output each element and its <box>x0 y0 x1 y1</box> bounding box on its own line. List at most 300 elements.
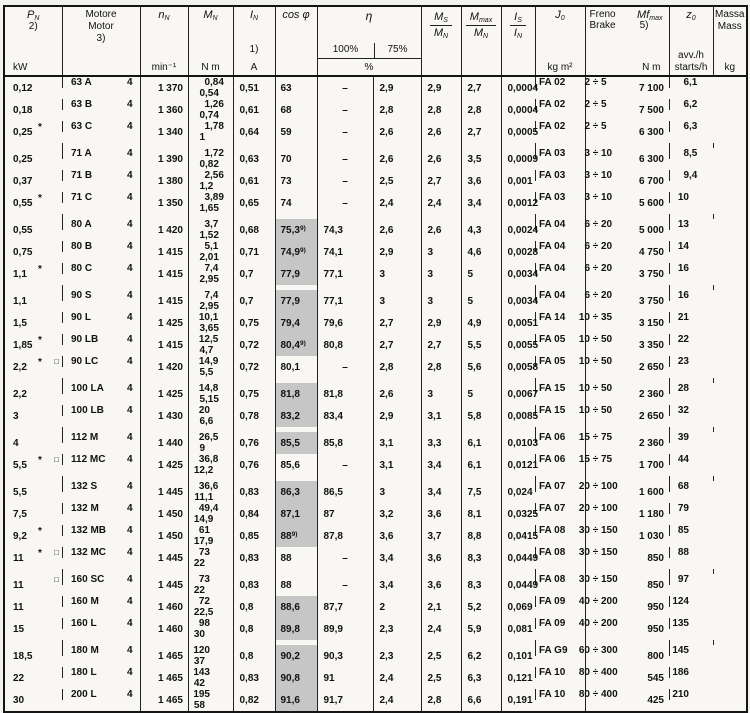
cell-starts: 3 350 <box>585 334 669 356</box>
cell-power <box>4 148 62 170</box>
cell-inertia: 0,069 <box>501 596 535 618</box>
cell-current <box>188 465 233 476</box>
cell-torque <box>188 405 233 416</box>
cell-ms-ratio: 2,9 <box>373 76 421 99</box>
cell-motor <box>62 454 140 465</box>
cell-torque <box>188 219 233 230</box>
cell-torque-int: 195 <box>193 689 210 700</box>
cell-mmax-ratio: 3,4 <box>421 454 461 476</box>
cell-inertia: 0,0415 <box>501 525 535 547</box>
cell-current <box>188 88 233 99</box>
cell-torque-int: 49 <box>198 503 210 514</box>
cell-eta-100: 81,8 <box>275 383 317 405</box>
cell-cosphi: 0,61 <box>233 170 275 192</box>
cell-current-frac: ,1 <box>205 492 214 503</box>
cell-current <box>188 159 233 170</box>
cell-speed: 1 450 <box>140 503 188 525</box>
brake-torque-min: 60 <box>578 645 590 656</box>
cell-mmax-ratio: 2,6 <box>421 148 461 170</box>
gap-cell <box>713 214 747 219</box>
cell-current <box>188 252 233 263</box>
inertia-unit: kg m² <box>547 62 573 73</box>
cell-current-frac: ,74 <box>205 110 219 121</box>
cell-cosphi: 0,76 <box>233 432 275 454</box>
power-value: 11 <box>13 601 24 613</box>
cell-mass-int: 14 <box>677 241 689 252</box>
cell-ms-ratio: 3,4 <box>373 547 421 569</box>
cell-inertia: 0,121 <box>501 667 535 689</box>
cell-is-ratio: 6,1 <box>461 432 501 454</box>
square-mark: □ <box>54 357 59 366</box>
cell-mass-int: 97 <box>677 574 689 585</box>
motor-poles: 4 <box>126 689 133 700</box>
cell-motor <box>62 334 140 345</box>
cell-torque-int: 73 <box>198 574 210 585</box>
cell-current-int: 30 <box>193 629 205 640</box>
cell-current-int: 2 <box>199 252 205 263</box>
cell-mass-int: 85 <box>677 525 689 536</box>
eta-symbol: η <box>365 9 373 23</box>
brake-torque-min: 10 <box>578 334 590 345</box>
brake-type: FA 02 <box>539 121 566 132</box>
cell-speed: 1 425 <box>140 454 188 476</box>
cell-eta-100: 68 <box>275 99 317 121</box>
cell-inertia: 0,101 <box>501 645 535 667</box>
cell-current-int: 14 <box>193 514 205 525</box>
cell-current-frac: ,82 <box>205 159 219 170</box>
cell-cosphi: 0,85 <box>233 525 275 547</box>
cell-current <box>188 230 233 241</box>
motor-size: 100 LA <box>71 383 104 394</box>
asterisk-mark: * <box>38 193 42 204</box>
cell-ms-ratio: 2,6 <box>373 219 421 241</box>
cell-is-ratio: 6,3 <box>461 667 501 689</box>
cell-starts: 2 360 <box>585 383 669 405</box>
brake-torque-min: 6 <box>584 263 590 274</box>
gap-cell <box>713 640 747 645</box>
cell-torque <box>188 263 233 274</box>
cell-current-int: 3 <box>199 323 205 334</box>
power-value: 0,25 <box>13 153 33 165</box>
cell-current-int: 2 <box>199 274 205 285</box>
cell-torque <box>188 432 233 443</box>
cell-is-ratio: 2,7 <box>461 121 501 143</box>
cell-torque-int: 1 <box>204 148 210 159</box>
cell-cosphi: 0,82 <box>233 689 275 712</box>
brake-torque-min: 10 <box>578 356 590 367</box>
cell-brake <box>535 405 613 416</box>
cell-torque-int: 3 <box>204 192 210 203</box>
cell-eta-100: 87,1 <box>275 503 317 525</box>
cell-current-frac: ,65 <box>205 203 219 214</box>
cell-mass <box>669 356 713 367</box>
cell-mass-int: 39 <box>677 432 689 443</box>
brake-type: FA 08 <box>539 547 566 558</box>
cell-power <box>4 432 62 454</box>
cell-eta-100: 80,1 <box>275 356 317 378</box>
cell-inertia: 0,0449 <box>501 547 535 569</box>
divide-sign: ÷ <box>592 219 599 230</box>
cell-torque-frac: ,72 <box>210 148 224 159</box>
cell-brake <box>535 547 618 558</box>
cell-power <box>4 645 62 667</box>
cell-cosphi: 0,75 <box>233 383 275 405</box>
brake-torque-min: 80 <box>578 667 590 678</box>
cell-inertia: 0,0009 <box>501 148 535 170</box>
cell-torque <box>188 503 233 514</box>
asterisk-mark: * <box>38 455 42 466</box>
table-header <box>4 6 747 76</box>
footnote-9-mark: 9) <box>299 339 306 347</box>
cell-speed: 1 465 <box>140 645 188 667</box>
cell-mass-int: 28 <box>677 383 689 394</box>
cell-mass-int: 32 <box>677 405 689 416</box>
cell-speed: 1 450 <box>140 525 188 547</box>
cell-torque-frac: ,5 <box>210 334 219 345</box>
cell-is-ratio: 5 <box>461 383 501 405</box>
cell-mass-int: 68 <box>677 481 689 492</box>
brake-torque-max: 100 <box>601 481 618 492</box>
cell-speed: 1 445 <box>140 547 188 569</box>
brake-torque-max: 150 <box>601 525 618 536</box>
cell-cosphi: 0,64 <box>233 121 275 143</box>
cell-torque-int: 36 <box>198 481 210 492</box>
motor-size: 80 B <box>71 241 93 252</box>
brake-type: FA 10 <box>539 689 566 700</box>
cell-cosphi: 0,75 <box>233 312 275 334</box>
cell-motor <box>62 645 140 656</box>
brake-torque-max: 20 <box>601 219 613 230</box>
cell-torque-frac: ,4 <box>210 503 219 514</box>
cell-eta-75: – <box>317 192 373 214</box>
is-den-sub: N <box>516 33 523 40</box>
cell-mass-frac: ,1 <box>689 77 698 88</box>
cell-mmax-ratio: 2,7 <box>421 334 461 356</box>
current-sub: N <box>253 15 259 22</box>
brake-type: FA 05 <box>539 356 566 367</box>
cell-mass <box>669 454 713 465</box>
cell-mass <box>669 667 713 678</box>
power-value: 0,18 <box>13 104 33 116</box>
brake-label-en: Brake <box>589 20 616 31</box>
motor-poles: 4 <box>126 432 133 443</box>
brake-torque-max: 50 <box>601 334 613 345</box>
cell-mass-frac: ,2 <box>689 99 698 110</box>
cell-eta-75: 89,9 <box>317 618 373 640</box>
divide-sign: ÷ <box>592 121 599 132</box>
current-unit: A <box>250 62 258 73</box>
cell-eta-75: – <box>317 121 373 143</box>
cell-current-int: 37 <box>193 656 205 667</box>
col-speed <box>140 6 188 76</box>
cell-mmax-ratio: 3 <box>421 241 461 263</box>
cell-is-ratio: 5,9 <box>461 618 501 640</box>
cell-cosphi: 0,71 <box>233 241 275 263</box>
cell-eta-100: 75,3$^{9)}$ <box>275 219 317 241</box>
spec-row <box>4 99 747 121</box>
spec-row <box>4 574 747 596</box>
divide-sign: ÷ <box>592 383 599 394</box>
cell-mass-frac: ,5 <box>689 148 698 159</box>
gap-cell <box>713 476 747 481</box>
current-symbol: I <box>249 9 253 21</box>
cell-mass <box>669 618 713 629</box>
cell-current-int: 11 <box>194 492 205 503</box>
cell-power <box>4 454 62 476</box>
motor-label-en: Motor <box>88 21 114 32</box>
cell-starts: 800 <box>585 645 669 667</box>
cell-starts: 6 300 <box>585 121 669 143</box>
power-value: 4 <box>13 437 19 449</box>
cell-current-int: 5 <box>199 367 205 378</box>
motor-poles: 4 <box>126 334 133 345</box>
cell-motor <box>62 596 140 607</box>
cell-current-int: 2 <box>199 301 205 312</box>
cell-torque <box>188 383 233 394</box>
cell-torque-int: 14 <box>198 356 210 367</box>
cell-current <box>188 203 233 214</box>
cell-motor <box>62 290 140 301</box>
cell-torque <box>188 121 233 132</box>
cell-is-ratio: 5,8 <box>461 405 501 427</box>
cell-torque <box>188 454 233 465</box>
brake-torque-min: 10 <box>578 312 590 323</box>
brake-torque-max: 50 <box>601 405 613 416</box>
cell-mmax-ratio: 2,8 <box>421 99 461 121</box>
cell-inertia: 0,001 <box>501 170 535 192</box>
brake-torque-max: 300 <box>601 645 618 656</box>
divide-sign: ÷ <box>592 356 599 367</box>
motor-poles: 4 <box>126 383 133 394</box>
cell-power <box>4 334 62 356</box>
cell-motor <box>62 99 140 110</box>
power-symbol: P <box>27 9 35 21</box>
motor-size: 200 L <box>71 689 97 700</box>
cell-cosphi: 0,78 <box>233 405 275 427</box>
cell-current <box>188 132 233 143</box>
cell-mass <box>669 121 713 132</box>
motor-size: 90 S <box>71 290 92 301</box>
cell-eta-100: 89,8 <box>275 618 317 640</box>
cell-brake <box>535 356 613 367</box>
cell-torque-int: 10 <box>198 312 210 323</box>
cell-power <box>4 99 62 121</box>
cell-cosphi: 0,68 <box>233 219 275 241</box>
cell-current-frac: ,65 <box>205 323 219 334</box>
cell-is-ratio: 8,3 <box>461 574 501 596</box>
power-value: 0,25 <box>13 126 33 138</box>
cell-brake <box>535 383 613 394</box>
power-value: 1,5 <box>13 317 27 329</box>
cell-cosphi: 0,61 <box>233 99 275 121</box>
cell-torque-int: 120 <box>193 645 210 656</box>
cell-starts: 1 180 <box>585 503 669 525</box>
cell-mass <box>669 290 713 301</box>
cell-current-frac: ,15 <box>205 394 219 405</box>
cell-speed: 1 445 <box>140 574 188 596</box>
table-body <box>4 76 747 712</box>
brake-torque-min: 20 <box>578 481 590 492</box>
brake-torque-min: 2 <box>584 99 590 110</box>
cell-starts: 3 150 <box>585 312 669 334</box>
power-value: 11 <box>13 552 24 564</box>
cell-brake <box>535 192 613 203</box>
power-value: 9,2 <box>13 530 27 542</box>
cell-torque <box>188 618 233 629</box>
cell-mass <box>669 192 713 203</box>
brake-torque-max: 50 <box>601 356 613 367</box>
spec-row <box>4 689 747 712</box>
cell-torque-frac: ,4 <box>210 263 219 274</box>
cell-eta-75: – <box>317 148 373 170</box>
cell-brake <box>535 219 613 230</box>
cell-is-ratio: 2,8 <box>461 99 501 121</box>
motor-size: 71 B <box>71 170 93 181</box>
motor-size: 90 LB <box>71 334 99 345</box>
cell-brake <box>535 454 613 465</box>
cell-cosphi: 0,7 <box>233 263 275 285</box>
cell-mass-int: 135 <box>672 618 689 629</box>
cell-ms-ratio: 2,4 <box>373 689 421 712</box>
spec-row <box>4 334 747 356</box>
brake-torque-min: 3 <box>584 192 590 203</box>
brake-type: FA 04 <box>539 219 566 230</box>
brake-label-it: Freno <box>589 9 616 20</box>
cell-eta-100: 77,9 <box>275 290 317 312</box>
cell-is-ratio: 8,8 <box>461 525 501 547</box>
cell-motor <box>62 148 140 159</box>
col-motor <box>62 6 140 76</box>
cell-speed: 1 380 <box>140 170 188 192</box>
cell-eta-75: 80,8 <box>317 334 373 356</box>
power-value: 5,5 <box>13 486 27 498</box>
cell-mmax-ratio: 3 <box>421 383 461 405</box>
cell-inertia: 0,0103 <box>501 432 535 454</box>
cell-torque-int: 3 <box>204 219 210 230</box>
cell-eta-75: 90,3 <box>317 645 373 667</box>
gap-cell <box>713 143 747 148</box>
brake-type: FA 04 <box>539 263 566 274</box>
cell-torque <box>188 645 233 656</box>
cell-current <box>188 416 233 427</box>
motor-size: 160 SC <box>71 574 105 585</box>
divide-sign: ÷ <box>592 618 599 629</box>
speed-unit: min⁻¹ <box>151 62 177 73</box>
cell-torque-int: 5 <box>204 241 210 252</box>
motor-spec-table <box>3 5 748 713</box>
mmax-num: M <box>469 11 479 23</box>
eta-unit: % <box>364 62 374 73</box>
motor-size: 71 C <box>71 192 93 203</box>
cell-starts: 7 500 <box>585 99 669 121</box>
cosphi-label: cos φ <box>282 9 310 21</box>
power-value: 22 <box>13 672 25 684</box>
cell-current-int: 12 <box>193 465 205 476</box>
cell-mass <box>669 596 713 607</box>
brake-torque-min: 6 <box>584 219 590 230</box>
cell-current-frac: ,01 <box>205 252 219 263</box>
brake-unit: N m <box>642 62 661 73</box>
power-value: 5,5 <box>13 459 27 471</box>
motor-poles: 4 <box>126 170 133 181</box>
brake-torque-max: 10 <box>601 170 613 181</box>
cell-eta-75: – <box>317 454 373 476</box>
col-max-torque-ratio <box>461 6 501 76</box>
footnote-9-mark: 9) <box>299 224 306 232</box>
spec-row <box>4 148 747 170</box>
mmax-den: M <box>473 27 484 39</box>
cell-torque-int: 12 <box>198 334 210 345</box>
cell-mmax-ratio: 2,5 <box>421 667 461 689</box>
cell-motor <box>62 503 140 514</box>
motor-poles: 4 <box>126 454 133 465</box>
cell-brake <box>535 312 613 323</box>
cell-starts: 2 650 <box>585 405 669 427</box>
cell-torque-frac: ,7 <box>210 219 219 230</box>
cell-torque-int: 73 <box>198 547 210 558</box>
brake-type: FA 02 <box>539 77 566 88</box>
mmax-den-sub: N <box>483 33 489 40</box>
cell-motor <box>62 77 140 88</box>
divide-sign: ÷ <box>592 667 599 678</box>
col-mass <box>713 6 747 76</box>
cell-torque <box>188 192 233 203</box>
motor-size: 63 A <box>71 77 92 88</box>
cell-ms-ratio: 2,4 <box>373 667 421 689</box>
cell-cosphi: 0,63 <box>233 148 275 170</box>
cell-cosphi: 0,72 <box>233 334 275 356</box>
divide-sign: ÷ <box>592 290 599 301</box>
cell-starts: 3 750 <box>585 263 669 285</box>
cell-eta-75: – <box>317 356 373 378</box>
brake-torque-min: 2 <box>584 77 590 88</box>
cell-torque <box>188 170 233 181</box>
cell-eta-100: 77,9 <box>275 263 317 285</box>
cell-inertia: 0,0034 <box>501 263 535 285</box>
cell-eta-100: 83,2 <box>275 405 317 427</box>
cell-torque <box>188 356 233 367</box>
cell-starts: 545 <box>585 667 669 689</box>
motor-poles: 4 <box>126 574 133 585</box>
cell-mmax-ratio: 3,3 <box>421 432 461 454</box>
cell-mass-int: 8 <box>683 148 689 159</box>
cell-mass <box>669 405 713 416</box>
asterisk-mark: * <box>38 526 42 537</box>
cell-inertia: 0,0024 <box>501 219 535 241</box>
speed-sub: N <box>164 15 170 22</box>
cell-current <box>188 345 233 356</box>
cell-starts: 950 <box>585 596 669 618</box>
cell-mass-int: 23 <box>677 356 689 367</box>
cell-power <box>4 405 62 427</box>
ms-num-sub: S <box>443 17 448 24</box>
cell-ms-ratio: 2,8 <box>373 99 421 121</box>
divide-sign: ÷ <box>592 241 599 252</box>
power-value: 1,85 <box>13 339 33 351</box>
footnote-9-mark: 9) <box>291 530 298 538</box>
cell-is-ratio: 8,3 <box>461 547 501 569</box>
divide-sign: ÷ <box>592 170 599 181</box>
divide-sign: ÷ <box>592 432 599 443</box>
col-current <box>233 6 275 76</box>
cell-motor <box>62 312 140 323</box>
cell-inertia: 0,0121 <box>501 454 535 476</box>
cell-speed: 1 465 <box>140 689 188 712</box>
cell-inertia: 0,0004 <box>501 76 535 99</box>
motor-poles: 4 <box>126 525 133 536</box>
col-torque <box>188 6 233 76</box>
eta-100-label: 100% <box>332 44 359 55</box>
